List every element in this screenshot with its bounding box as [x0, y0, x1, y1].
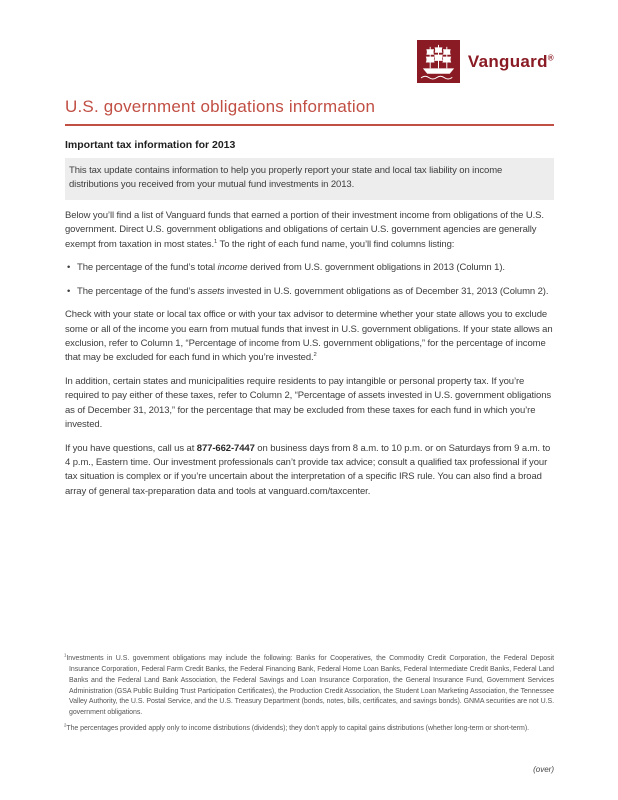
- paragraph-text: Check with your state or local tax office or with your tax advisor to determine whether your state allows you to exclude some or all of the income you earn from mutual funds that invest in U.S. government obligations. If your state allows an exclusion, refer to Column 1, “Percentage of income from U.S. government obligations,” for the percentage of income that may be excluded for each fund in which you’re invested.: [65, 309, 553, 364]
- footnote-1: [64, 654, 554, 719]
- vanguard-logo: [417, 40, 554, 83]
- page-title: U.S. government obligations information: [65, 97, 376, 116]
- paragraph-text: To the right of each fund name, you’ll find columns listing:: [217, 238, 455, 250]
- bullet-text: invested in U.S. government obligations as of December 31, 2013 (Column 2).: [224, 285, 549, 297]
- bullet-emphasis: assets: [197, 285, 225, 297]
- footnote-marker-2: 2: [64, 722, 67, 728]
- header: [65, 40, 554, 83]
- taxcenter-url: vanguard.com/taxcenter: [268, 485, 368, 497]
- section-heading: Important tax information for 2013: [65, 139, 236, 151]
- phone-number: 877-662-7447: [196, 442, 255, 454]
- paragraph-text: Below you’ll find a list of Vanguard funds that earned a portion of their investment income from obligations of the U.S. government. Direct U.S. government obligations and obligations of certain U.S. government agencies are generally exempt from taxation in most states.: [65, 209, 544, 250]
- bullet-emphasis: income: [217, 262, 248, 274]
- footnote-ref-1: 1: [214, 238, 218, 245]
- title-rule: [65, 124, 554, 126]
- over-label: (over): [533, 765, 554, 774]
- bullet-text: derived from U.S. government obligations in 2013 (Column 1).: [247, 262, 505, 274]
- bullet-assets-column: [65, 285, 554, 299]
- column-bullet-list: [65, 261, 554, 299]
- footnote-marker-1: 1: [64, 652, 67, 658]
- bullet-text: The percentage of the fund’s: [77, 285, 198, 297]
- brand-name: Vanguard: [467, 51, 548, 71]
- paragraph-property-tax: In addition, certain states and municipalities require residents to pay intangible or personal property tax. If you’re required to pay either of these taxes, refer to Column 2, “Percentage of assets invested in U.S. government obligations as of December 31, 2013,” for the percentage that may be excluded from these taxes for each fund in which you’re invested.: [65, 375, 552, 431]
- paragraph-funds-list: [65, 209, 554, 252]
- footnote-2: [64, 724, 554, 735]
- intro-paragraph: This tax update contains information to help you properly report your state and local tax liability on income distributions you received from your mutual fund investments in 2013.: [65, 158, 554, 200]
- vanguard-ship-icon: [417, 40, 460, 83]
- bullet-income-column: [65, 261, 554, 275]
- paragraph-contact: [65, 442, 554, 500]
- brand-wordmark: [468, 52, 554, 72]
- footnote-ref-2: 2: [313, 352, 317, 359]
- footnote-text: Investments in U.S. government obligations may include the following: Banks for Cooperatives, the Commodity Credit Corporation, the Federal Deposit Insurance Corporation, Federal Farm Credit Banks, the Federal Financing Bank, Federal Home Loan Banks, Federal Intermediate Credit Banks, Federal Land Banks and the Federal Land Bank Association, the Federal Savings and Loan Insurance Corporation, the General Insurance Fund, Government Services Administration (GSA Public Building Trust Participation Certificates), the Production Credit Association, the Student Loan Marketing Association, the Tennessee Valley Authority, the U.S. Postal Service, and the U.S. Treasury Department (bonds, notes, bills, certificates, and savings bonds). GNMA securities are not U.S. government obligations.: [66, 655, 554, 717]
- registered-mark: ®: [547, 52, 554, 62]
- bullet-text: The percentage of the fund’s total: [77, 262, 218, 274]
- footnote-text: The percentages provided apply only to income distributions (dividends); they don’t apply to capital gains distributions (whether long-term or short-term).: [66, 725, 530, 733]
- paragraph-exclusion: [65, 308, 554, 366]
- paragraph-text: on business days from 8 a.m. to 10 p.m. or on Saturdays from 9 a.m. to 4 p.m., Eastern time. Our investment professionals can’t provide tax advice; consult a qualified tax professional if your tax situation is complex or if you’re uncertain about the interpretation of a specific IRS rule. You can also find a broad array of general tax-preparation data and tools at: [65, 442, 551, 497]
- paragraph-text: .: [367, 485, 371, 497]
- footnotes-section: [64, 654, 554, 740]
- paragraph-text: If you have questions, call us at: [65, 442, 197, 454]
